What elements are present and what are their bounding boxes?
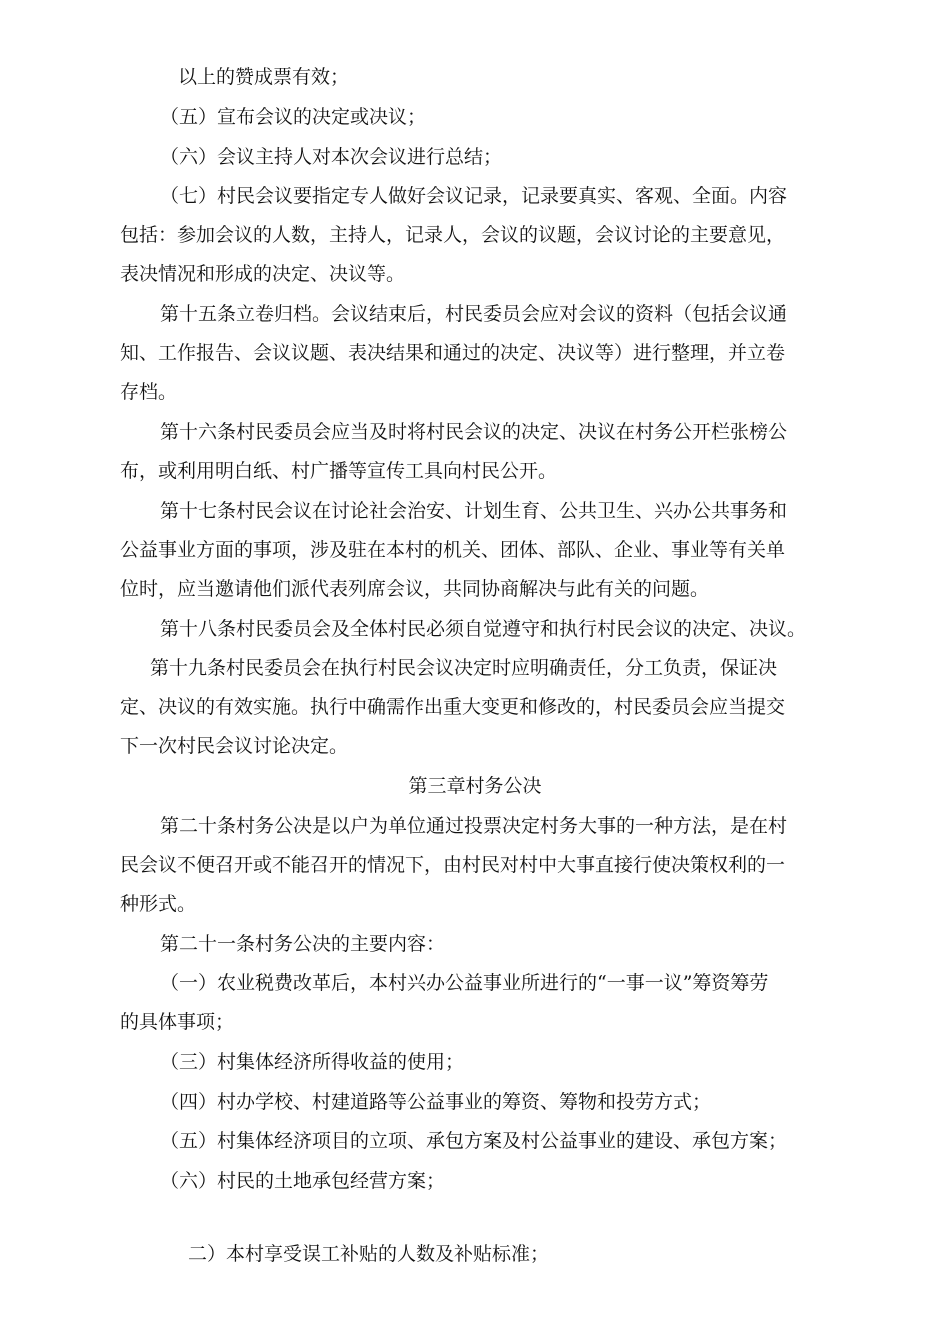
text-line: 第十六条村民委员会应当及时将村民会议的决定、决议在村务公开栏张榜公: [160, 421, 788, 443]
text-line: （四）村办学校、村建道路等公益事业的筹资、筹物和投劳方式；: [160, 1091, 712, 1113]
text-line: （五）村集体经济项目的立项、承包方案及村公益事业的建设、承包方案；: [160, 1130, 788, 1152]
text-line: 民会议不便召开或不能召开的情况下，由村民对村中大事直接行使决策权利的一: [120, 854, 786, 876]
text-line: （七）村民会议要指定专人做好会议记录，记录要真实、客观、全面。内容: [160, 185, 788, 207]
text-line: （六）会议主持人对本次会议进行总结；: [160, 146, 503, 168]
text-line: 二）本村享受误工补贴的人数及补贴标准；: [188, 1243, 550, 1265]
text-line: （六）村民的土地承包经营方案；: [160, 1170, 446, 1192]
text-line: 下一次村民会议讨论决定。: [120, 735, 349, 757]
text-line: 知、工作报告、会议议题、表决结果和通过的决定、决议等）进行整理，并立卷: [120, 342, 786, 364]
text-line: 表决情况和形成的决定、决议等。: [120, 263, 406, 285]
text-line: 位时，应当邀请他们派代表列席会议，共同协商解决与此有关的问题。: [120, 578, 710, 600]
chapter-heading: 第三章村务公决: [408, 775, 542, 797]
text-line: （三）村集体经济所得收益的使用；: [160, 1051, 465, 1073]
text-line: 布，或利用明白纸、村广播等宣传工具向村民公开。: [120, 460, 558, 482]
text-line: 第十九条村民委员会在执行村民会议决定时应明确责任，分工负责，保证决: [150, 657, 778, 679]
text-line: 第十八条村民委员会及全体村民必须自觉遵守和执行村民会议的决定、决议。: [160, 618, 807, 640]
text-line: （一）农业税费改革后，本村兴办公益事业所进行的“一事一议”筹资筹劳: [160, 972, 769, 994]
text-line: 第十七条村民会议在讨论社会治安、计划生育、公共卫生、兴办公共事务和: [160, 500, 788, 522]
text-line: 以上的赞成票有效；: [178, 66, 350, 88]
text-line: 存档。: [120, 381, 178, 403]
text-line: 第二十条村务公决是以户为单位通过投票决定村务大事的一种方法，是在村: [160, 815, 788, 837]
text-line: 第二十一条村务公决的主要内容：: [160, 933, 446, 955]
text-line: （五）宣布会议的决定或决议；: [160, 106, 427, 128]
text-line: 种形式。: [120, 893, 197, 915]
text-line: 第十五条立卷归档。会议结束后，村民委员会应对会议的资料（包括会议通: [160, 303, 788, 325]
text-line: 包括：参加会议的人数，主持人，记录人，会议的议题，会议讨论的主要意见，: [120, 224, 786, 246]
text-line: 定、决议的有效实施。执行中确需作出重大变更和修改的，村民委员会应当提交: [120, 696, 786, 718]
text-line: 的具体事项；: [120, 1011, 235, 1033]
text-line: 公益事业方面的事项，涉及驻在本村的机关、团体、部队、企业、事业等有关单: [120, 539, 786, 561]
